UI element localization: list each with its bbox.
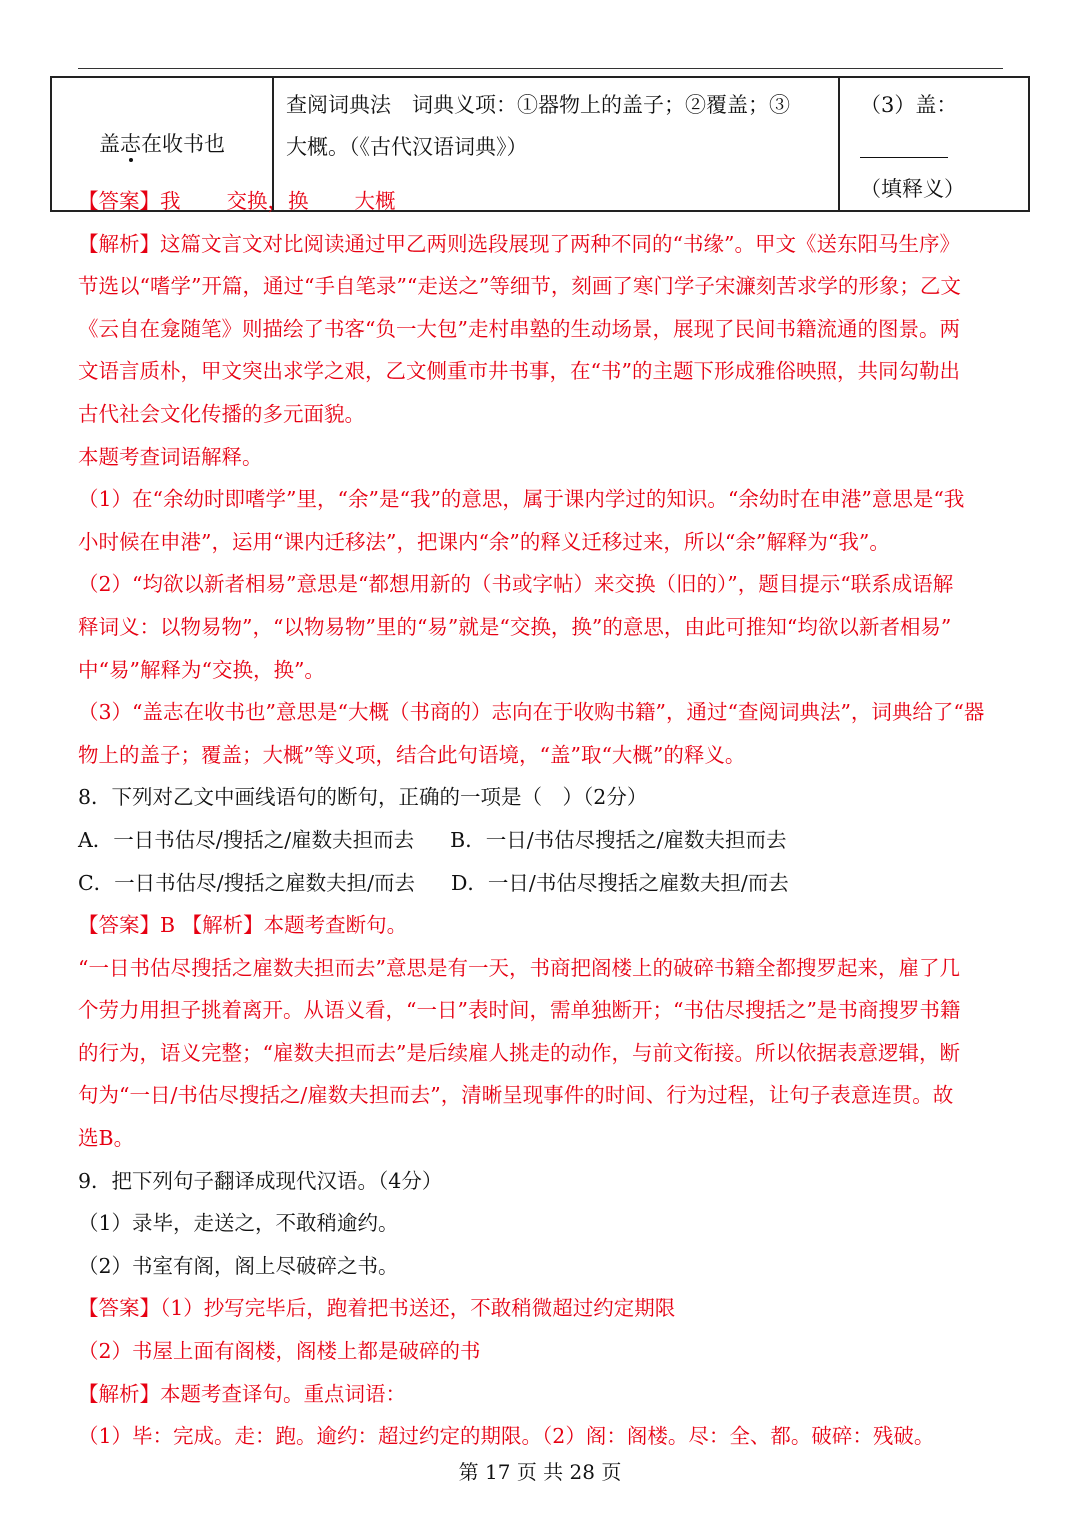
q8-answer: 【答案】B 【解析】本题考查断句。 xyxy=(78,913,408,938)
page-number: 第 17 页 共 28 页 xyxy=(458,1460,622,1484)
q7-analysis-line: 【解析】这篇文言文对比阅读通过甲乙两则选段展现了两种不同的“书缘”。甲文《送东阳马生序》 xyxy=(78,231,960,256)
q8-analysis-line: 选B。 xyxy=(78,1126,135,1151)
option-a: A．一日书估尽/搜括之/雇数夫担而去 xyxy=(78,827,415,852)
q7-analysis-line: （2）“均欲以新者相易”意思是“都想用新的（书或字帖）来交换（旧的）”，题目提示“联系成语解 xyxy=(78,572,954,597)
question-line: （3）盖： xyxy=(860,84,1028,168)
q7-analysis-line: 中“易”解释为“交换，换”。 xyxy=(78,657,325,682)
q8-options-ab xyxy=(78,819,1008,862)
answer-blank xyxy=(860,135,948,158)
q7-analysis-line: （3）“盖志在收书也”意思是“大概（书商的）志向在于收购书籍”，通过“查阅词典法”，词典给了“器 xyxy=(78,700,985,725)
q9-answer-2: （2）书屋上面有阁楼，阁楼上都是破碎的书 xyxy=(78,1339,481,1364)
option-c: C．一日书估尽/搜括之雇数夫担/而去 xyxy=(78,870,415,895)
q9-answer-1: 【答案】（1）抄写完毕后，跑着把书送还，不敢稍微超过约定期限 xyxy=(78,1296,676,1321)
q8-analysis-line: 的行为，语义完整；“雇数夫担而去”是后续雇人挑走的动作，与前文衔接。所以依据表意逻辑，断 xyxy=(78,1040,960,1065)
q7-analysis-line: 物上的盖子；覆盖；大概”等义项，结合此句语境，“盖”取“大概”的释义。 xyxy=(78,742,746,767)
q9-analysis: 【解析】本题考查译句。重点词语： xyxy=(78,1381,406,1406)
q7-analysis-line: 小时候在申港”，运用“课内迁移法”，把课内“余”的释义迁移过来，所以“余”解释为“我”。 xyxy=(78,529,890,554)
q7-analysis-line: 释词义：以物易物”，“以物易物”里的“易”就是“交换，换”的意思，由此可推知“均欲以新者相易” xyxy=(78,614,952,639)
q9-item-1: （1）录毕，走送之，不敢稍逾约。 xyxy=(78,1211,399,1236)
table-term: 盖志在收书也 xyxy=(99,132,225,156)
q7-answer: 【答案】我 交换，换 大概 xyxy=(78,189,396,213)
q7-analysis-line: 节选以“嗜学”开篇，通过“手自笔录”“走送之”等细节，刻画了寒门学子宋濂刻苦求学的形象；乙文 xyxy=(78,274,961,299)
emphasis-dot-char: 志 xyxy=(120,132,141,156)
q7-analysis-line: 《云自在龛随笔》则描绘了书客“负一大包”走村串塾的生动场景，展现了民间书籍流通的图景。两 xyxy=(78,316,960,341)
q9-item-2: （2）书室有阁，阁上尽破碎之书。 xyxy=(78,1253,399,1278)
question-hint: （填释义） xyxy=(860,177,965,201)
method-line-2: 大概。（《古代汉语词典》） xyxy=(286,135,528,159)
q8-analysis-line: 个劳力用担子挑着离开。从语义看，“一日”表时间，需单独断开；“书估尽搜括之”是书商搜罗书籍 xyxy=(78,998,961,1023)
q9-analysis-detail: （1）毕：完成。走：跑。逾约：超过约定的期限。（2）阁：阁楼。尽：全、都。破碎：残破。 xyxy=(78,1424,935,1449)
q8-stem: 8．下列对乙文中画线语句的断句，正确的一项是（ ）（2分） xyxy=(78,785,648,810)
option-b: B．一日/书估尽搜括之/雇数夫担而去 xyxy=(450,827,787,852)
option-d: D．一日/书估尽搜括之雇数夫担/而去 xyxy=(451,870,789,895)
q7-analysis-line: 本题考查词语解释。 xyxy=(78,444,263,469)
q7-analysis-line: 文语言质朴，甲文突出求学之艰，乙文侧重市井书事，在“书”的主题下形成雅俗映照，共同勾勒出 xyxy=(78,359,960,384)
q8-analysis-line: “一日书估尽搜括之雇数夫担而去”意思是有一天，书商把阁楼上的破碎书籍全都搜罗起来，雇了几 xyxy=(78,955,960,980)
header-rule xyxy=(78,68,1003,69)
q7-analysis-line: （1）在“余幼时即嗜学”里，“余”是“我”的意思，属于课内学过的知识。“余幼时在申港”意思是“我 xyxy=(78,487,965,512)
q8-options-cd xyxy=(78,862,1008,905)
q9-stem: 9．把下列句子翻译成现代汉语。（4分） xyxy=(78,1168,443,1193)
q7-analysis-line: 古代社会文化传播的多元面貌。 xyxy=(78,401,365,426)
q8-analysis-line: 句为“一日/书估尽搜括之/雇数夫担而去”，清晰呈现事件的时间、行为过程，让句子表意连贯。故 xyxy=(78,1083,954,1108)
page-body xyxy=(78,180,1008,1458)
method-line-1: 查阅词典法 词典义项：①器物上的盖子；②覆盖；③ xyxy=(286,93,790,117)
